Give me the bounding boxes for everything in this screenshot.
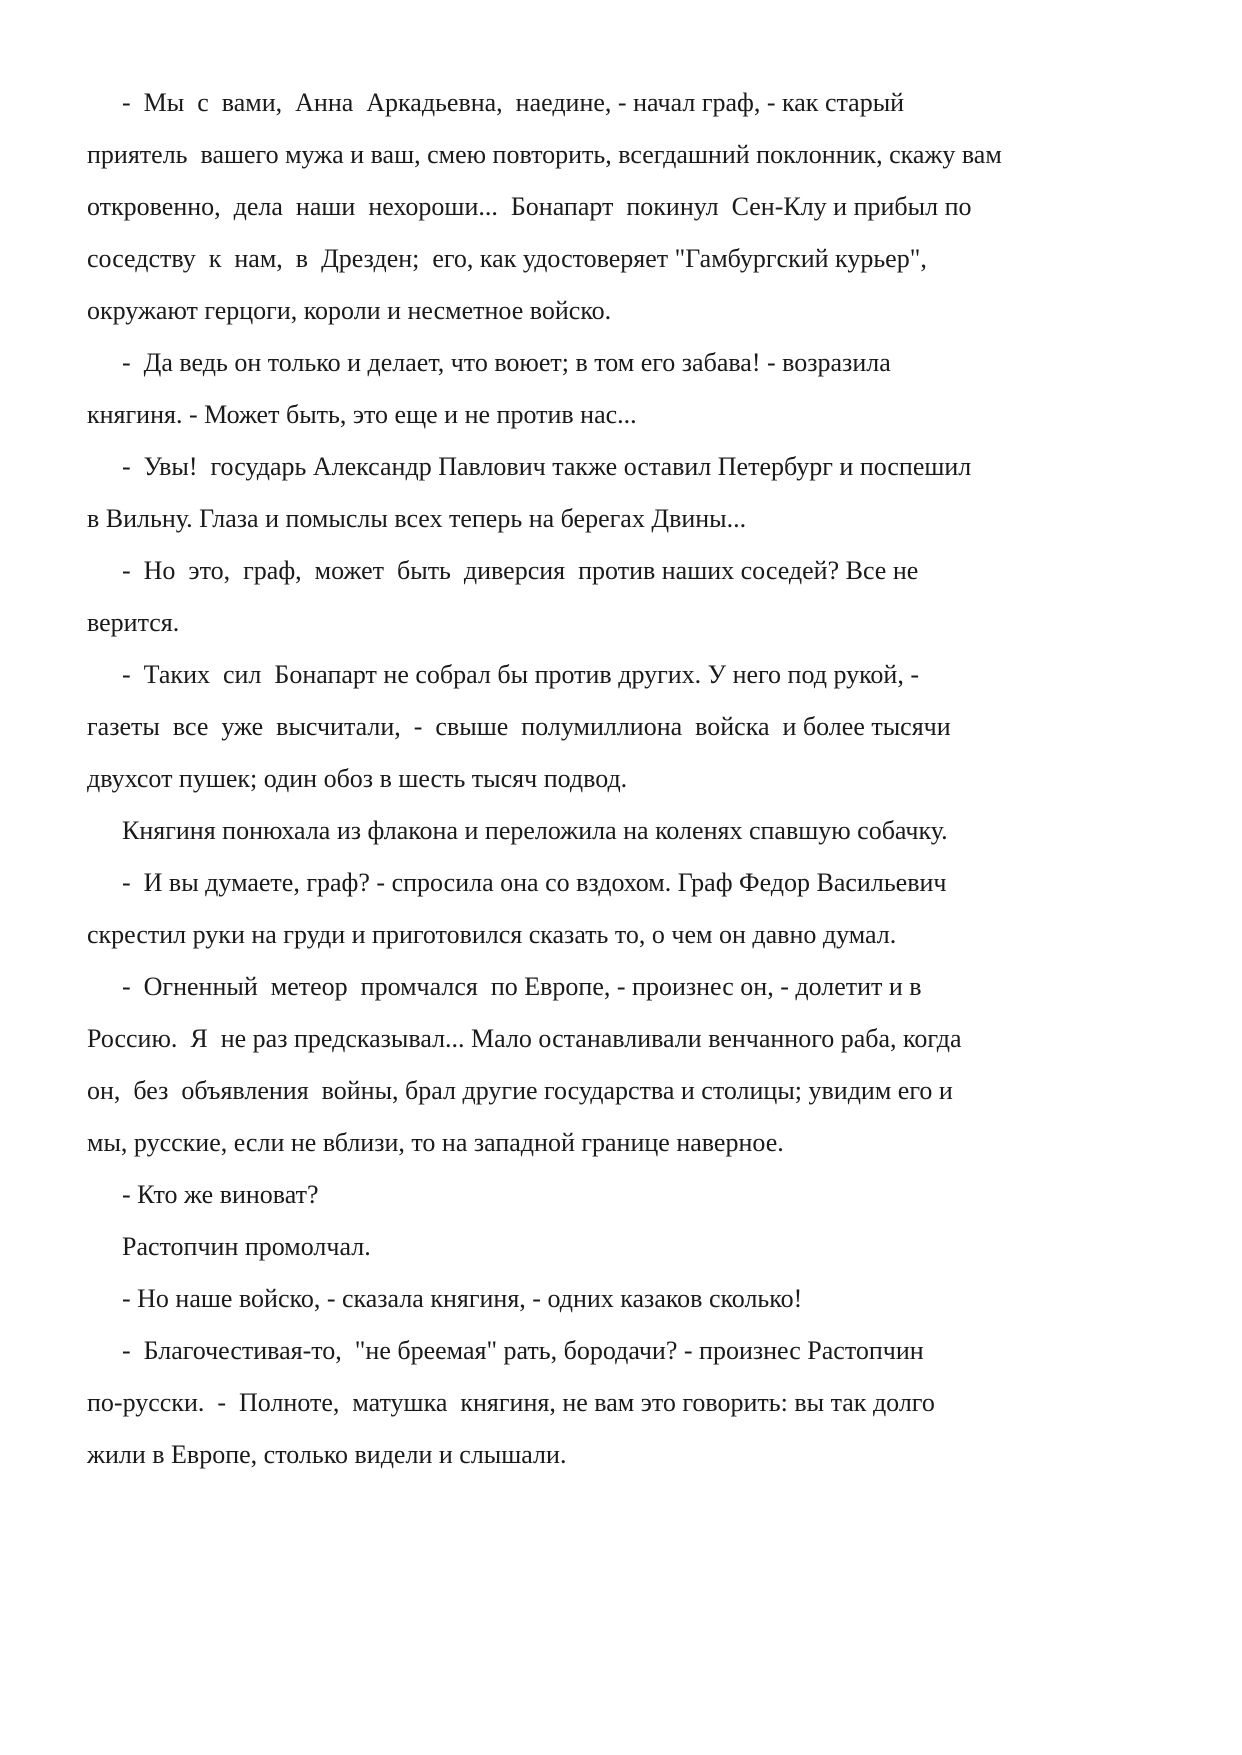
text-line-23: Растопчин промолчал. [122, 1232, 371, 1261]
text-line-25: - Благочестивая-то, "не бреемая" рать, бородачи? - произнес Растопчин [122, 1336, 924, 1365]
text-line-16: - И вы думаете, граф? - спросила она со вздохом. Граф Федор Васильевич [122, 868, 947, 897]
text-line-17: скрестил руки на груди и приготовился сказать то, о чем он давно думал. [87, 920, 897, 949]
text-line-14: двухсот пушек; один обоз в шесть тысяч подвод. [87, 764, 628, 793]
text-line-13: газеты все уже высчитали, - свыше полумиллиона войска и более тысячи [87, 712, 951, 741]
text-line-1: - Мы с вами, Анна Аркадьевна, наедине, - начал граф, - как старый [122, 88, 905, 117]
text-line-20: он, без объявления войны, брал другие государства и столицы; увидим его и [87, 1076, 953, 1105]
text-line-22: - Кто же виноват? [122, 1180, 319, 1209]
text-line-3: откровенно, дела наши нехороши... Бонапарт покинул Сен-Клу и прибыл по [87, 192, 972, 221]
text-line-2: приятель вашего мужа и ваш, смею повторить, всегдашний поклонник, скажу вам [87, 140, 1002, 169]
text-line-6: - Да ведь он только и делает, что воюет; в том его забава! - возразила [122, 348, 891, 377]
text-line-24: - Но наше войско, - сказала княгиня, - одних казаков сколько! [122, 1284, 803, 1313]
text-line-10: - Но это, граф, может быть диверсия против наших соседей? Все не [122, 556, 919, 585]
text-line-21: мы, русские, если не вблизи, то на западной границе наверное. [87, 1128, 784, 1157]
text-line-19: Россию. Я не раз предсказывал... Мало останавливали венчанного раба, когда [87, 1024, 962, 1053]
text-line-8: - Увы! государь Александр Павлович также оставил Петербург и поспешил [122, 452, 972, 481]
text-line-27: жили в Европе, столько видели и слышали. [87, 1440, 567, 1469]
text-line-18: - Огненный метеор промчался по Европе, - произнес он, - долетит и в [122, 972, 922, 1001]
text-line-12: - Таких сил Бонапарт не собрал бы против других. У него под рукой, - [122, 660, 919, 689]
text-line-11: верится. [87, 608, 180, 637]
text-line-4: соседству к нам, в Дрезден; его, как удостоверяет "Гамбургский курьер", [87, 244, 927, 273]
text-line-7: княгиня. - Может быть, это еще и не против нас... [87, 400, 637, 429]
text-line-9: в Вильну. Глаза и помыслы всех теперь на берегах Двины... [87, 504, 747, 533]
text-line-5: окружают герцоги, короли и несметное войско. [87, 296, 612, 325]
text-line-15: Княгиня понюхала из флакона и переложила на коленях спавшую собачку. [122, 816, 948, 845]
text-line-26: по-русски. - Полноте, матушка княгиня, не вам это говорить: вы так долго [87, 1388, 935, 1417]
